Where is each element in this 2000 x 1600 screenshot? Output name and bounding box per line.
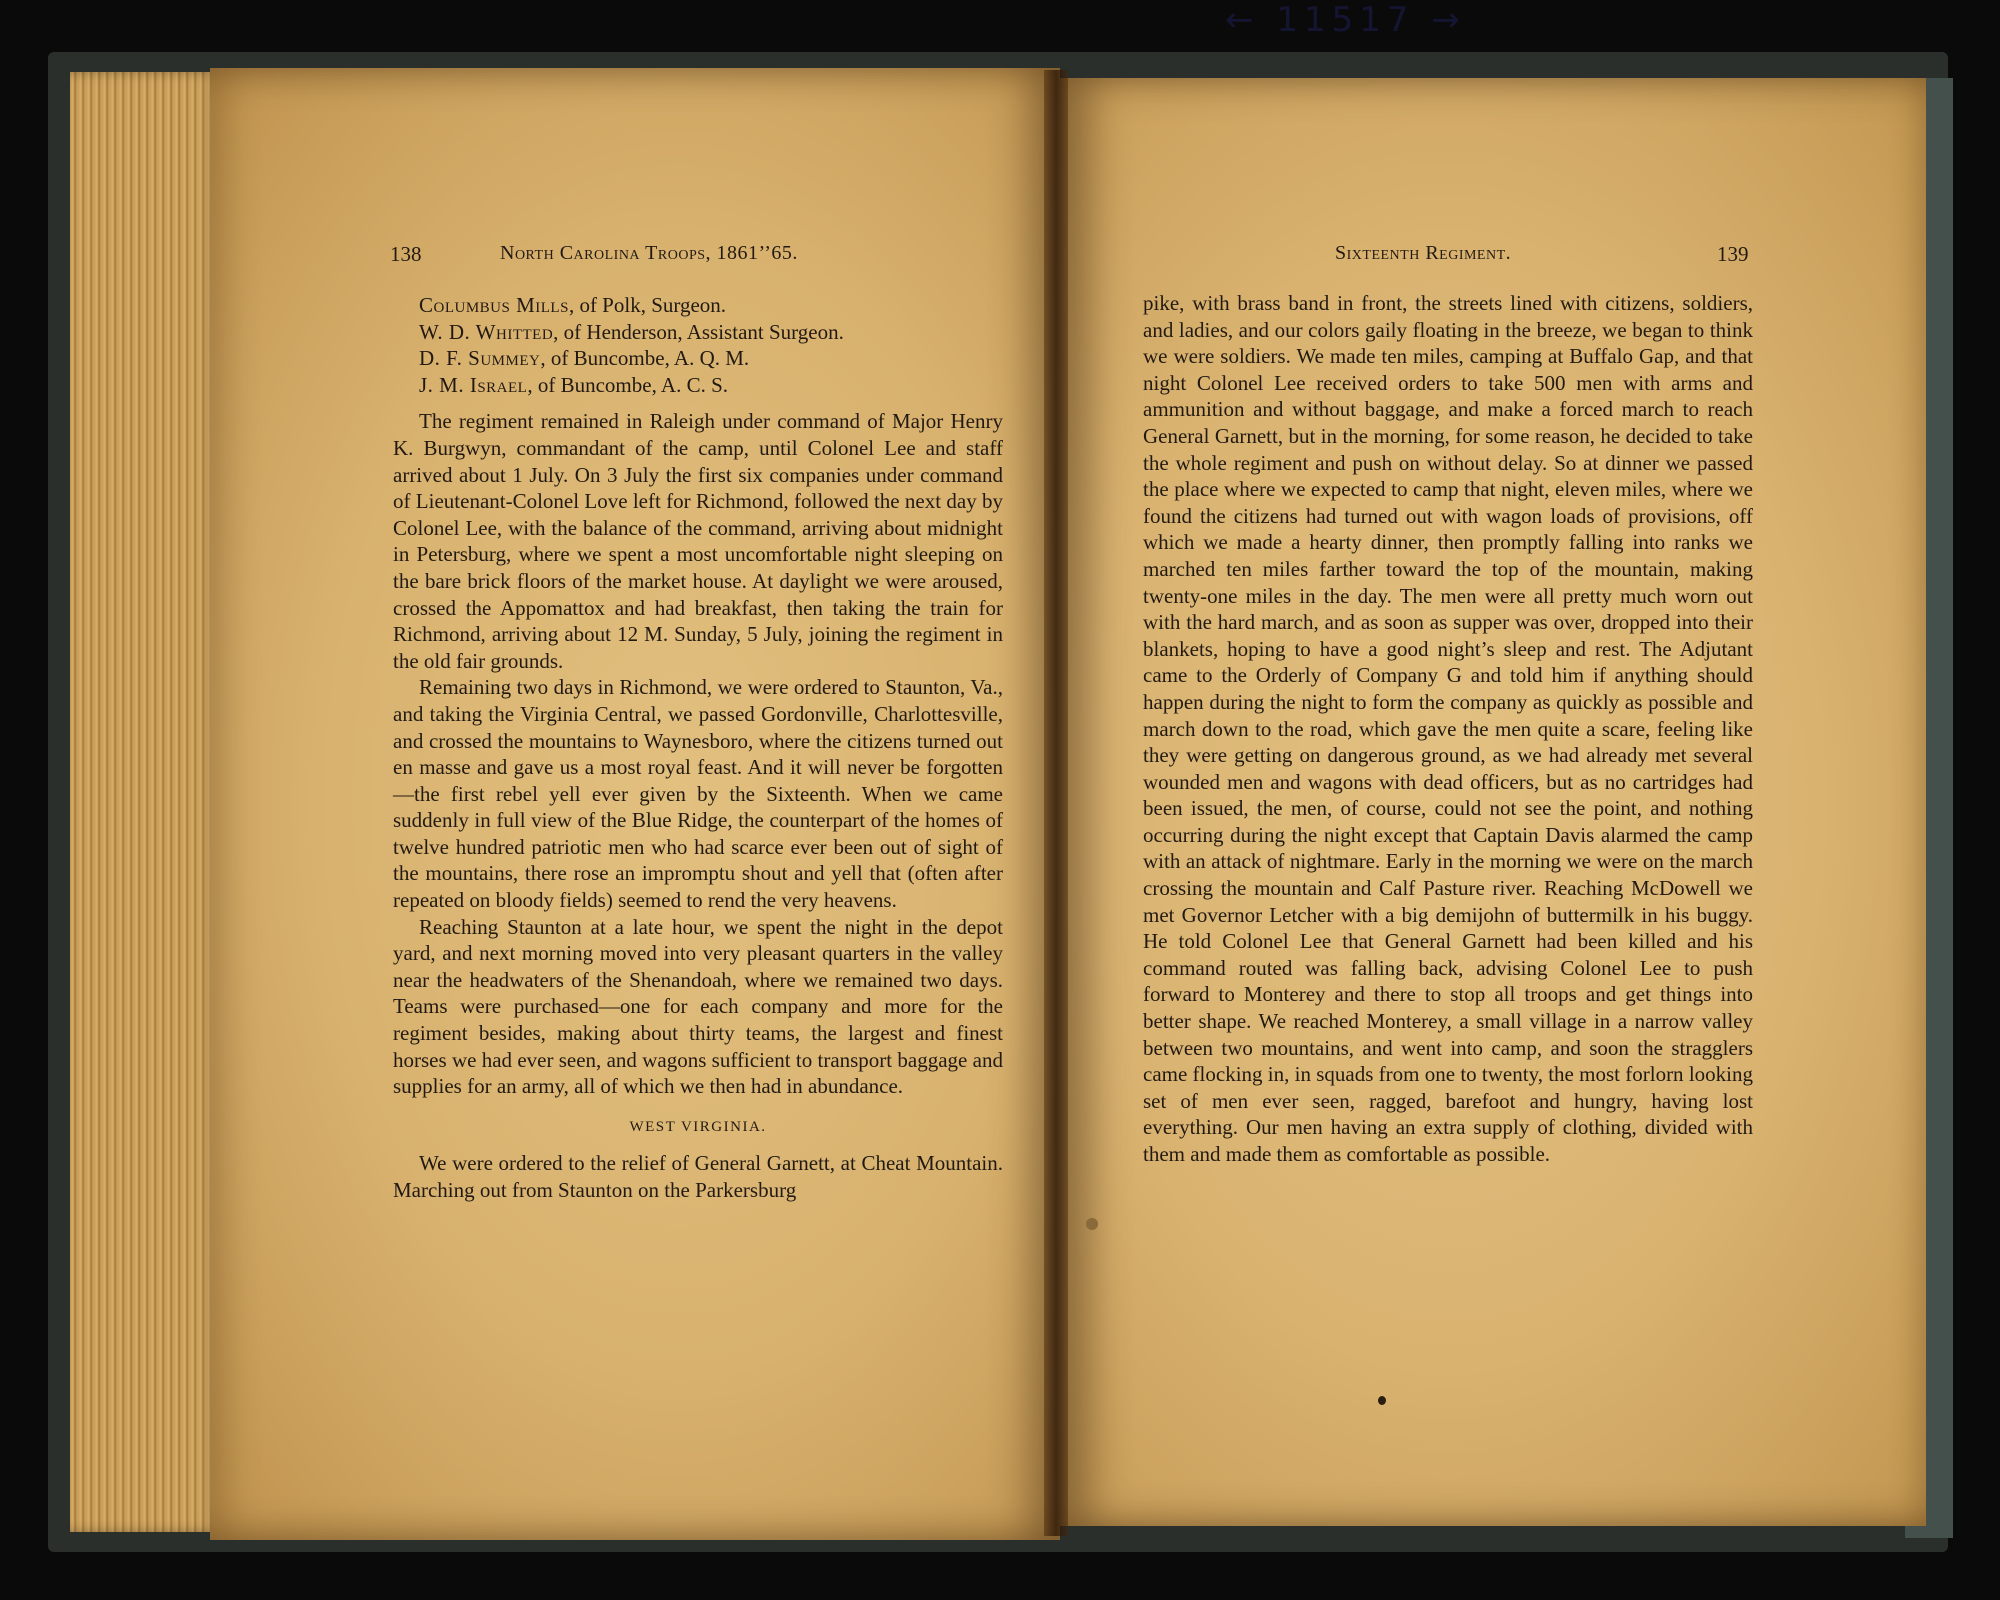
- body-paragraph: Reaching Staunton at a late hour, we spent the night in the depot yard, and next morning moved into very pleasant quarters in the valley near the headwaters of the Shenandoah, where we remained two days. Teams were purchased—one for each company and more for the regiment besides, making about thirty teams, the largest and finest horses we had ever seen, and wagons sufficient to transport baggage and supplies for an army, all of which we then had in abundance.: [393, 914, 1003, 1099]
- officer-list: [393, 292, 1003, 398]
- left-page-body: [393, 292, 1003, 1204]
- officer-details: , of Buncombe, A. Q. M.: [540, 346, 750, 371]
- left-running-title: North Carolina Troops, 1861’’65.: [500, 242, 798, 264]
- scan-reference-mark: ← 11517 →: [1225, 0, 1466, 40]
- right-running-title: Sixteenth Regiment.: [1335, 242, 1512, 264]
- officer-name: W. D. Whitted: [419, 319, 554, 344]
- page-edges: [70, 72, 220, 1532]
- officer-name: D. F. Summey: [419, 346, 541, 371]
- officer-name: J. M. Israel: [419, 372, 528, 397]
- body-paragraph: pike, with brass band in front, the streets lined with citizens, soldiers, and ladies, and our colors gaily floating in the breeze, we began to think we were soldiers. We made ten miles, camping at Buffalo Gap, and that night Colonel Lee received orders to take 500 men with arms and ammunition and without baggage, and make a forced march to reach General Garnett, but in the morning, for some reason, he decided to take the whole regiment and push on without delay. So at dinner we passed the place where we expected to camp that night, eleven miles, where we found the citizens had turned out with wagon loads of provisions, off which we made a hearty dinner, then promptly falling into ranks we marched ten miles farther toward the top of the mountain, making twenty-one miles in the day. The men were all pretty much worn out with the hard march, and as soon as supper was over, dropped into their blankets, hoping to have a good night’s sleep and rest. The Adjutant came to the Orderly of Company G and told him if anything should happen during the night to form the company as quickly as possible and march down to the road, which gave the men quite a scare, feeling like they were getting on dangerous ground, as we had already met several wounded men and wagons with dead officers, but as no cartridges had been issued, the men, of course, could not see the point, and nothing occurring during the night except that Captain Davis alarmed the camp with an attack of nightmare. Early in the morning we were on the march crossing the mountain and Calf Pasture river. Reaching McDowell we met Governor Letcher with a big demijohn of buttermilk in his buggy. He told Colonel Lee that General Garnett had been killed and his command routed was falling back, advising Colonel Lee to push forward to Monterey and there to stop all troops and get things into better shape. We reached Monterey, a small village in a narrow valley between two mountains, and went into camp, and soon the stragglers came flocking in, in squads from one to twenty, the most forlorn looking set of men ever seen, ragged, barefoot and hungry, having lost everything. Our men having an extra supply of clothing, divided with them and made them as comfortable as possible.: [1143, 291, 1753, 1166]
- body-paragraph: The regiment remained in Raleigh under command of Major Henry K. Burgwyn, commandant of the camp, until Colonel Lee and staff arrived about 1 July. On 3 July the first six companies under command of Lieutenant-Colonel Love left for Richmond, followed the next day by Colonel Lee, with the balance of the command, arriving about midnight in Petersburg, where we spent a most uncomfortable night sleeping on the bare brick floors of the market house. At daylight we were aroused, crossed the Appomattox and had breakfast, then taking the train for Richmond, arriving about 12 M. Sunday, 5 July, joining the regiment in the old fair grounds.: [393, 409, 1003, 673]
- officer-entry: [393, 319, 1003, 346]
- paper-stain: [1086, 1218, 1098, 1230]
- right-page-body: [1143, 290, 1753, 1168]
- body-paragraph: Remaining two days in Richmond, we were ordered to Staunton, Va., and taking the Virginia Central, we passed Gordonville, Charlottesville, and crossed the mountains to Waynesboro, where the citizens turned out en masse and gave us a most royal feast. And it will never be forgotten—the first rebel yell ever given by the Sixteenth. When we came suddenly in full view of the Blue Ridge, the counterpart of the homes of twelve hundred patriotic men who had scarce ever been out of sight of the mountains, there rose an impromptu shout and yell that (often after repeated on bloody fields) seemed to rend the very heavens.: [393, 675, 1003, 913]
- officer-entry: [393, 345, 1003, 372]
- officer-details: , of Buncombe, A. C. S.: [527, 372, 729, 397]
- book-gutter: [1044, 70, 1068, 1536]
- officer-entry: [393, 292, 1003, 319]
- right-page-number: 139: [1717, 242, 1749, 266]
- body-paragraph: We were ordered to the relief of General Garnett, at Cheat Mountain. Marching out from Staunton on the Parkersburg: [393, 1151, 1003, 1202]
- officer-entry: [393, 372, 1003, 399]
- left-page-number: 138: [390, 242, 422, 266]
- ink-spot: [1378, 1396, 1386, 1405]
- officer-name: Columbus Mills: [419, 293, 569, 317]
- officer-details: , of Polk, Surgeon.: [568, 293, 727, 317]
- officer-details: , of Henderson, Assistant Surgeon.: [553, 319, 844, 344]
- section-heading: WEST VIRGINIA.: [629, 1118, 767, 1135]
